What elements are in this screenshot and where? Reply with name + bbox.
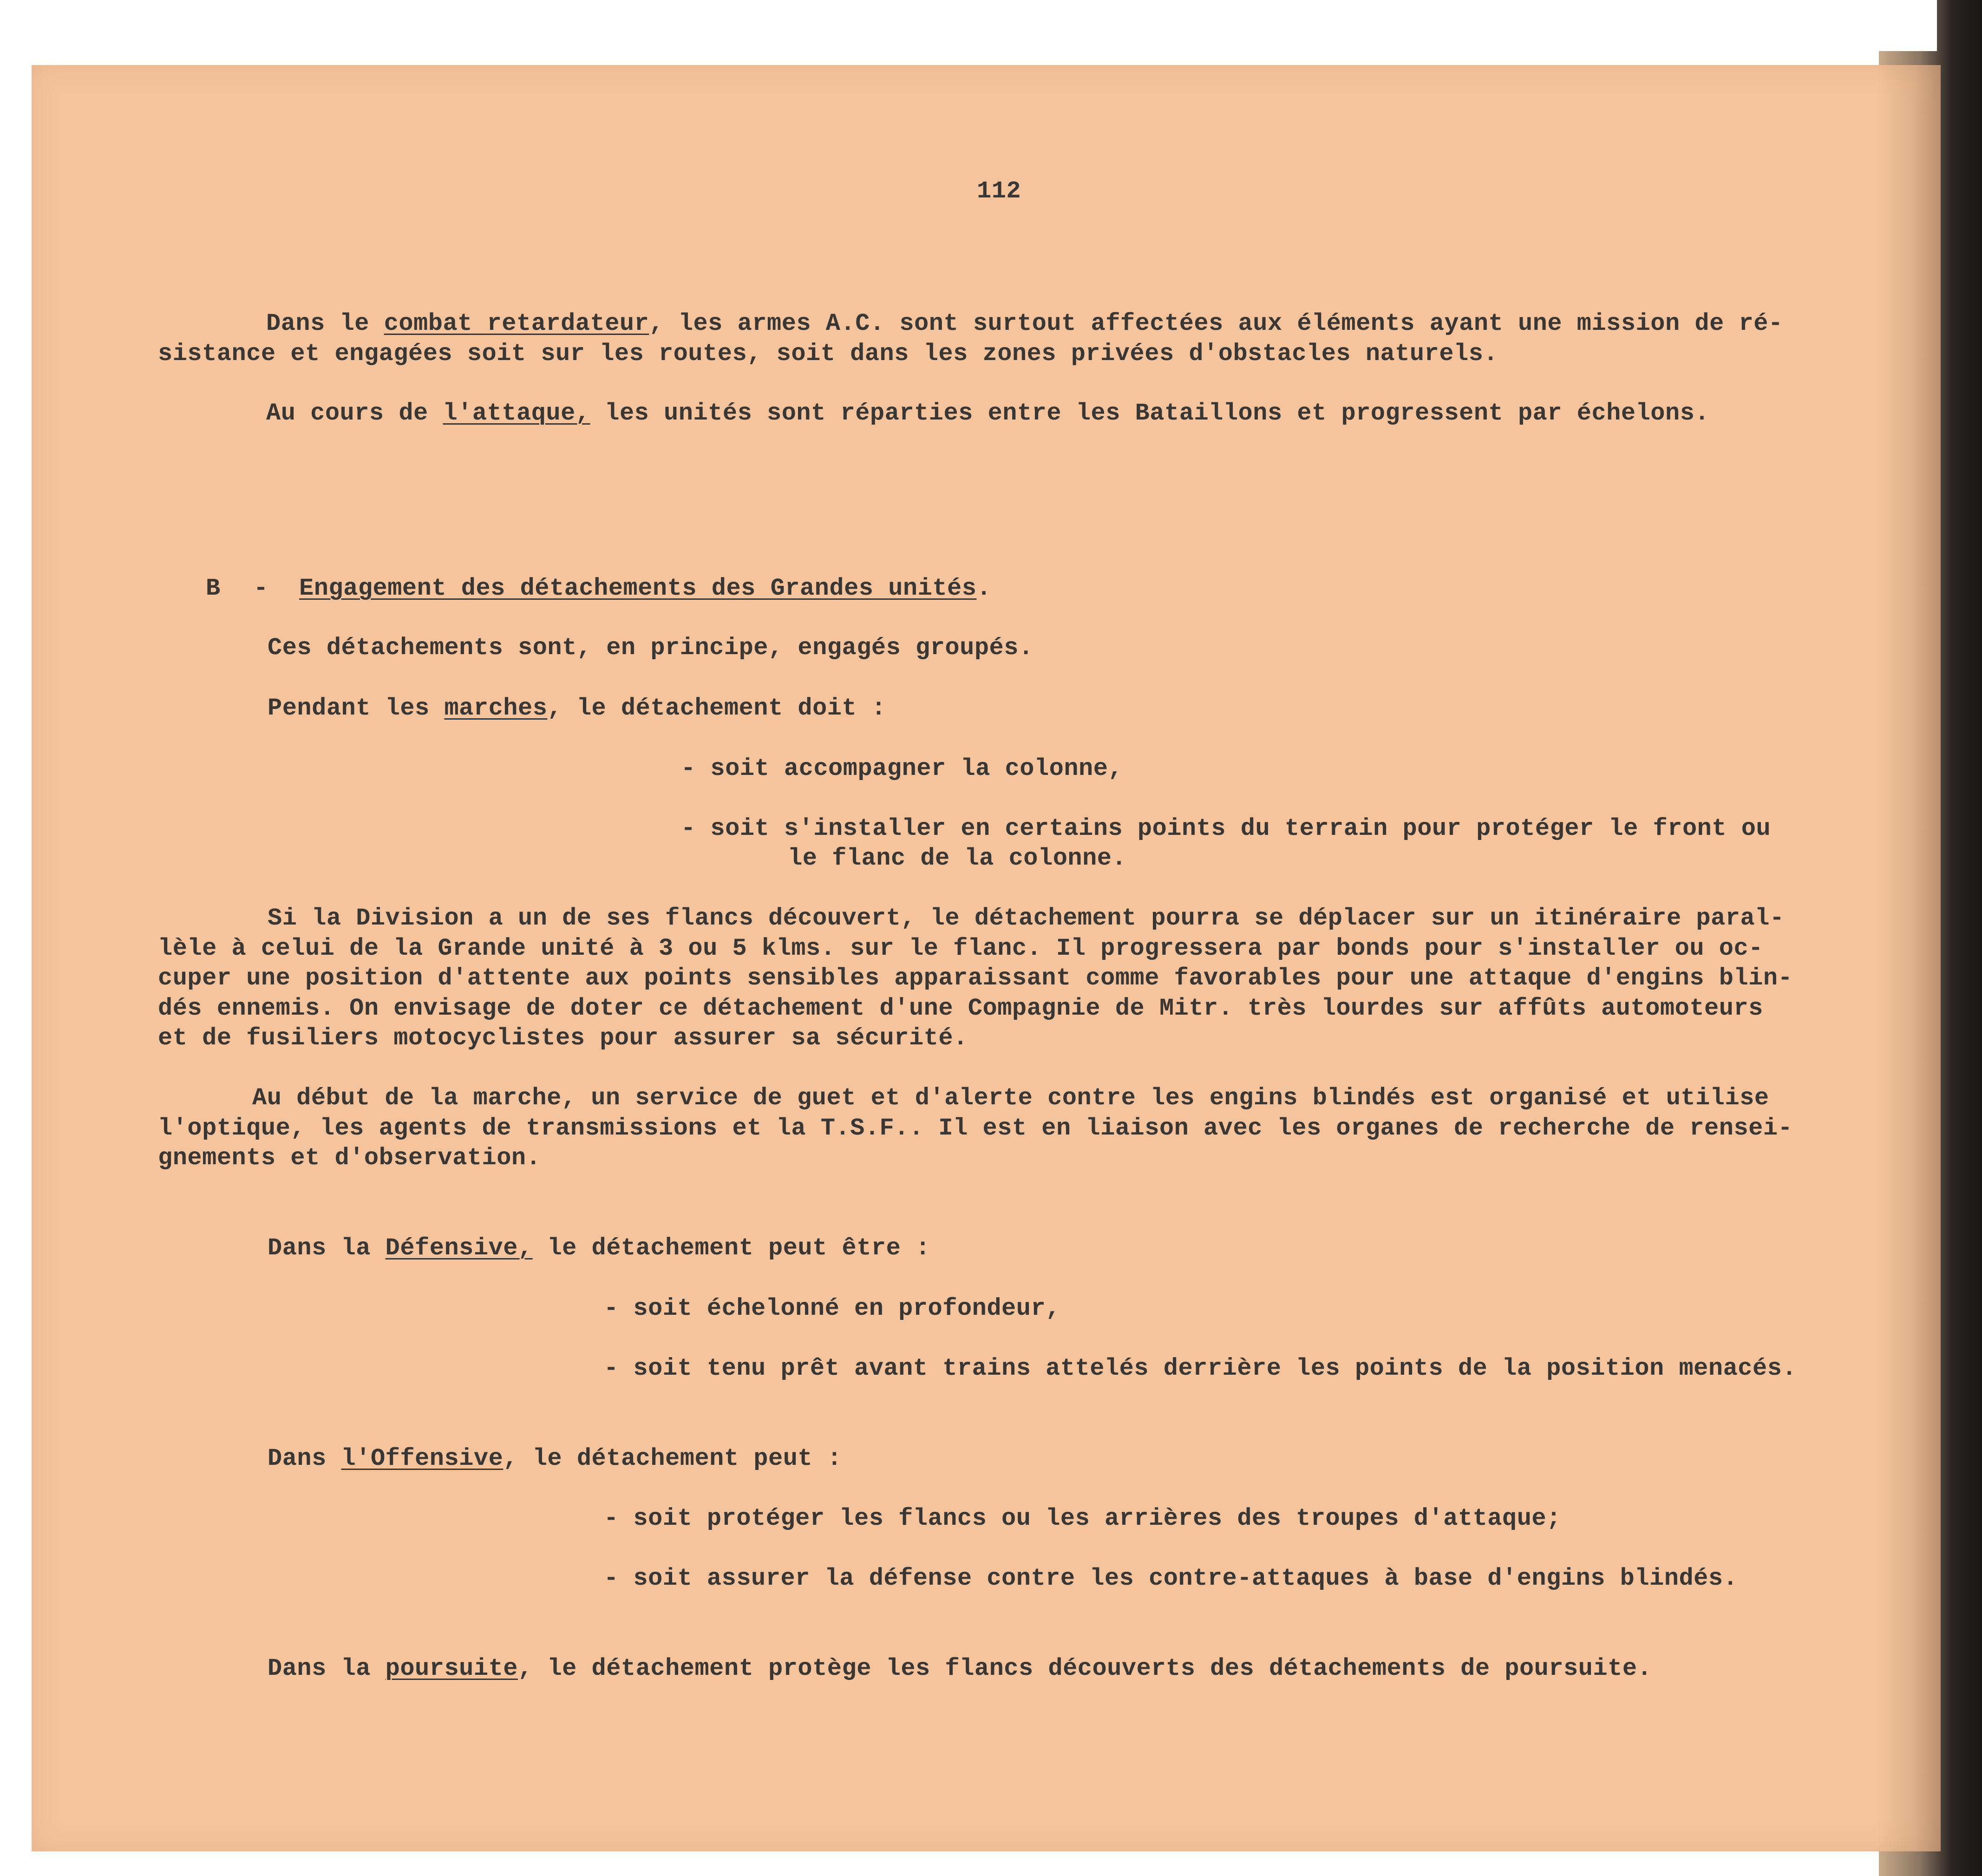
retardateur-prefix: Dans le <box>266 310 384 337</box>
offensive-item-1: - soit protéger les flancs ou les arrières des troupes d'attaque; <box>604 1505 1561 1532</box>
defensive-prefix: Dans la <box>268 1234 386 1262</box>
para-offensive <box>268 1444 842 1474</box>
page-number: 112 <box>977 177 1021 205</box>
attaque-term: l'attaque, <box>443 400 590 427</box>
offensive-term: l'Offensive <box>341 1445 504 1472</box>
para-division-line2: lèle à celui de la Grande unité à 3 ou 5 klms. sur le flanc. Il progressera par bonds pour s'installer ou oc- <box>158 935 1763 962</box>
attaque-prefix: Au cours de <box>266 400 443 427</box>
para-division-line3: cuper une position d'attente aux points sensibles apparaissant comme favorables pour une attaque d'engins blin- <box>158 964 1793 992</box>
marches-item-2-cont: le flanc de la colonne. <box>788 845 1127 872</box>
para-division-line4: dés ennemis. On envisage de doter ce détachement d'une Compagnie de Mitr. très lourdes sur affûts automoteurs <box>158 995 1763 1022</box>
offensive-rest: , le détachement peut : <box>503 1445 842 1472</box>
defensive-term: Défensive, <box>385 1234 533 1262</box>
para-marches <box>268 694 886 723</box>
para-division-line1: Si la Division a un de ses flancs découvert, le détachement pourra se déplacer sur un itinéraire paral- <box>268 905 1785 932</box>
marches-item-1: - soit accompagner la colonne, <box>681 755 1123 782</box>
para-retardateur-line2: sistance et engagées soit sur les routes, soit dans les zones privées d'obstacles naturels. <box>158 340 1498 367</box>
section-b-heading-end: . <box>976 575 992 602</box>
poursuite-term: poursuite <box>385 1655 518 1682</box>
marches-rest: , le détachement doit : <box>547 695 886 722</box>
marches-term: marches <box>444 695 548 722</box>
document-page <box>32 65 1941 1851</box>
para-debut-line1: Au début de la marche, un service de guet et d'alerte contre les engins blindés est organisé et utilise <box>252 1084 1769 1112</box>
poursuite-prefix: Dans la <box>268 1655 386 1682</box>
para-defensive <box>268 1233 930 1263</box>
marches-item-2: - soit s'installer en certains points du terrain pour protéger le front ou <box>681 815 1771 842</box>
retardateur-term: combat retardateur <box>384 310 649 337</box>
binding-gap <box>1877 0 1937 51</box>
offensive-item-2: - soit assurer la défense contre les contre-attaques à base d'engins blindés. <box>604 1565 1738 1592</box>
section-b-letter: B <box>206 575 221 602</box>
retardateur-rest: , les armes A.C. sont surtout affectées aux éléments ayant une mission de ré- <box>649 310 1783 337</box>
defensive-rest: le détachement peut être : <box>532 1234 930 1262</box>
section-b-heading-text: Engagement des détachements des Grandes unités <box>299 575 977 602</box>
para-groupes: Ces détachements sont, en principe, engagés groupés. <box>268 634 1034 662</box>
defensive-item-2: - soit tenu prêt avant trains attelés derrière les points de la position menacés. <box>604 1355 1797 1382</box>
attaque-rest: les unités sont réparties entre les Bataillons et progressent par échelons. <box>590 400 1710 427</box>
section-b-dash: - <box>254 575 268 602</box>
offensive-prefix: Dans <box>268 1445 341 1472</box>
section-b-heading <box>299 574 991 603</box>
defensive-item-1: - soit échelonné en profondeur, <box>604 1295 1060 1322</box>
para-debut-line3: gnements et d'observation. <box>158 1144 541 1172</box>
poursuite-rest: , le détachement protège les flancs découverts des détachements de poursuite. <box>518 1655 1652 1682</box>
para-attaque <box>266 399 1709 428</box>
para-debut-line2: l'optique, les agents de transmissions et la T.S.F.. Il est en liaison avec les organes de recherche de rensei- <box>158 1115 1793 1142</box>
para-poursuite <box>268 1654 1652 1684</box>
marches-prefix: Pendant les <box>268 695 445 722</box>
para-retardateur-line1 <box>266 309 1783 339</box>
typed-text <box>32 65 1941 1851</box>
para-division-line5: et de fusiliers motocyclistes pour assurer sa sécurité. <box>158 1024 968 1052</box>
